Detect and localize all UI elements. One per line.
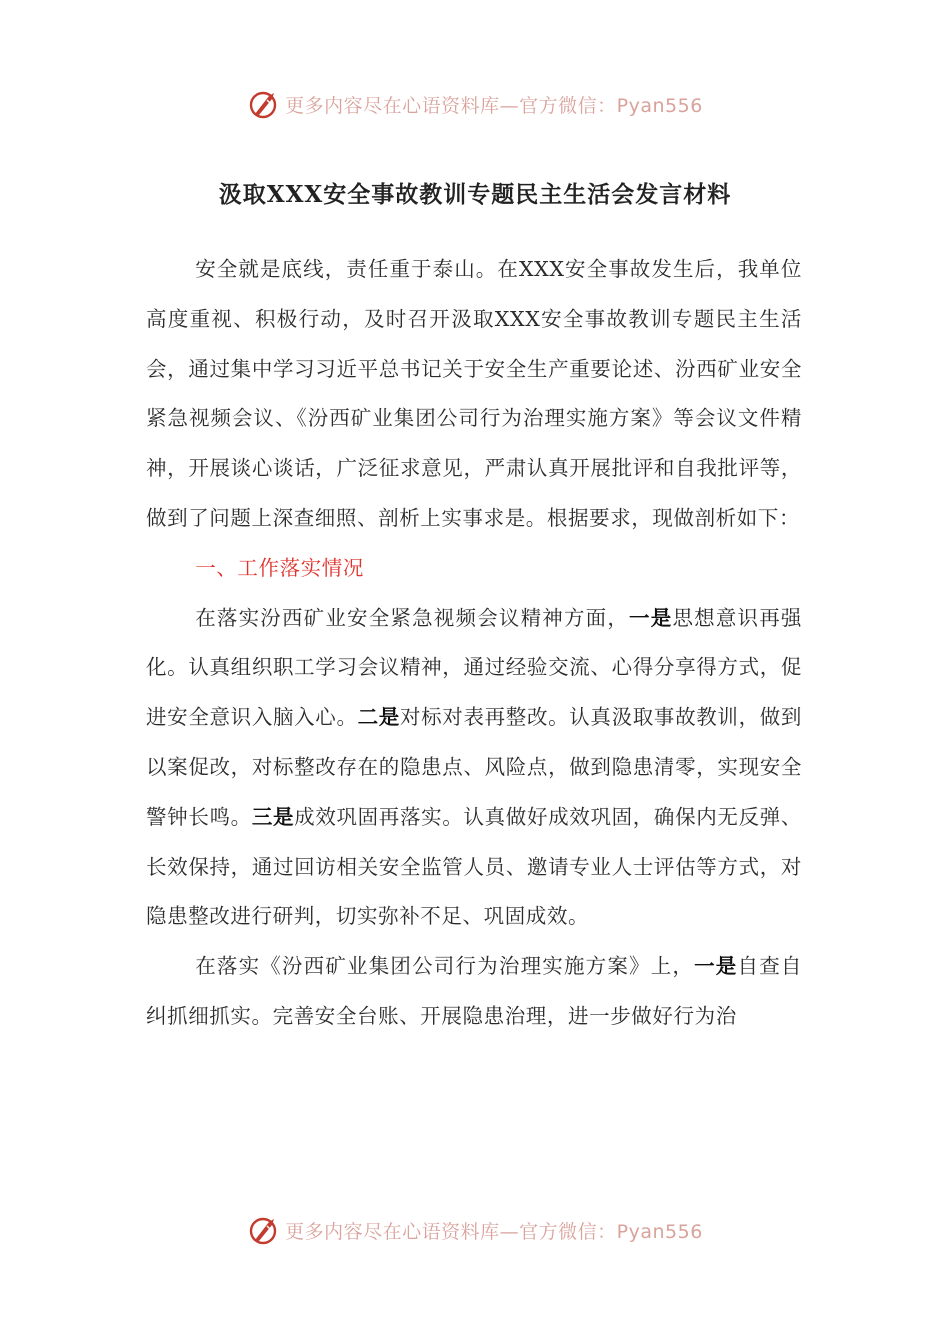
pen-nib-logo-icon bbox=[247, 87, 281, 121]
footer-watermark bbox=[0, 1210, 950, 1250]
document-title: 汲取XXX安全事故教训专题民主生活会发言材料 bbox=[218, 181, 732, 208]
document-body bbox=[146, 245, 802, 1042]
pen-nib-logo-icon bbox=[247, 1213, 281, 1247]
header-watermark bbox=[0, 84, 950, 124]
keyword-third: 三是 bbox=[251, 804, 295, 829]
watermark-text: 更多内容尽在心语资料库—官方微信：Pyan556 bbox=[285, 94, 703, 117]
keyword-first: 一是 bbox=[694, 954, 738, 979]
keyword-second: 二是 bbox=[357, 705, 400, 730]
paragraph-video-meeting: 在落实汾西矿业安全紧急视频会议精神方面，一是思想意识再强化。认真组织职工学习会议精神，通过经验交流、心得分享得方式，促进安全意识入脑入心。二是对标对表再整改。认真汲取事故教训，做到以案促改，对标整改存在的隐患点、风险点，做到隐患清零，实现安全警钟长鸣。三是成效巩固再落实。认真做好成效巩固，确保内无反弹、长效保持，通过回访相关安全监管人员、邀请专业人士评估等方式，对隐患整改进行研判，切实弥补不足、巩固成效。 bbox=[146, 605, 803, 929]
paragraph-implementation-plan: 在落实《汾西矿业集团公司行为治理实施方案》上，一是自查自纠抓细抓实。完善安全台账、开展隐患治理，进一步做好行为治 bbox=[146, 954, 802, 1028]
wechat-id: Pyan556 bbox=[616, 94, 703, 117]
watermark-text: 更多内容尽在心语资料库—官方微信：Pyan556 bbox=[285, 1220, 703, 1243]
keyword-first: 一是 bbox=[629, 605, 673, 630]
intro-paragraph: 安全就是底线，责任重于泰山。在XXX安全事故发生后，我单位高度重视、积极行动，及时召开汲取XXX安全事故教训专题民主生活会，通过集中学习习近平总书记关于安全生产重要论述、汾西矿业安全紧急视频会议、《汾西矿业集团公司行为治理实施方案》等会议文件精神，开展谈心谈话，广泛征求意见，严肃认真开展批评和自我批评等，做到了问题上深查细照、剖析上实事求是。根据要求，现做剖析如下： bbox=[146, 257, 802, 530]
section-heading: 一、工作落实情况 bbox=[195, 555, 364, 580]
wechat-id: Pyan556 bbox=[616, 1220, 703, 1243]
